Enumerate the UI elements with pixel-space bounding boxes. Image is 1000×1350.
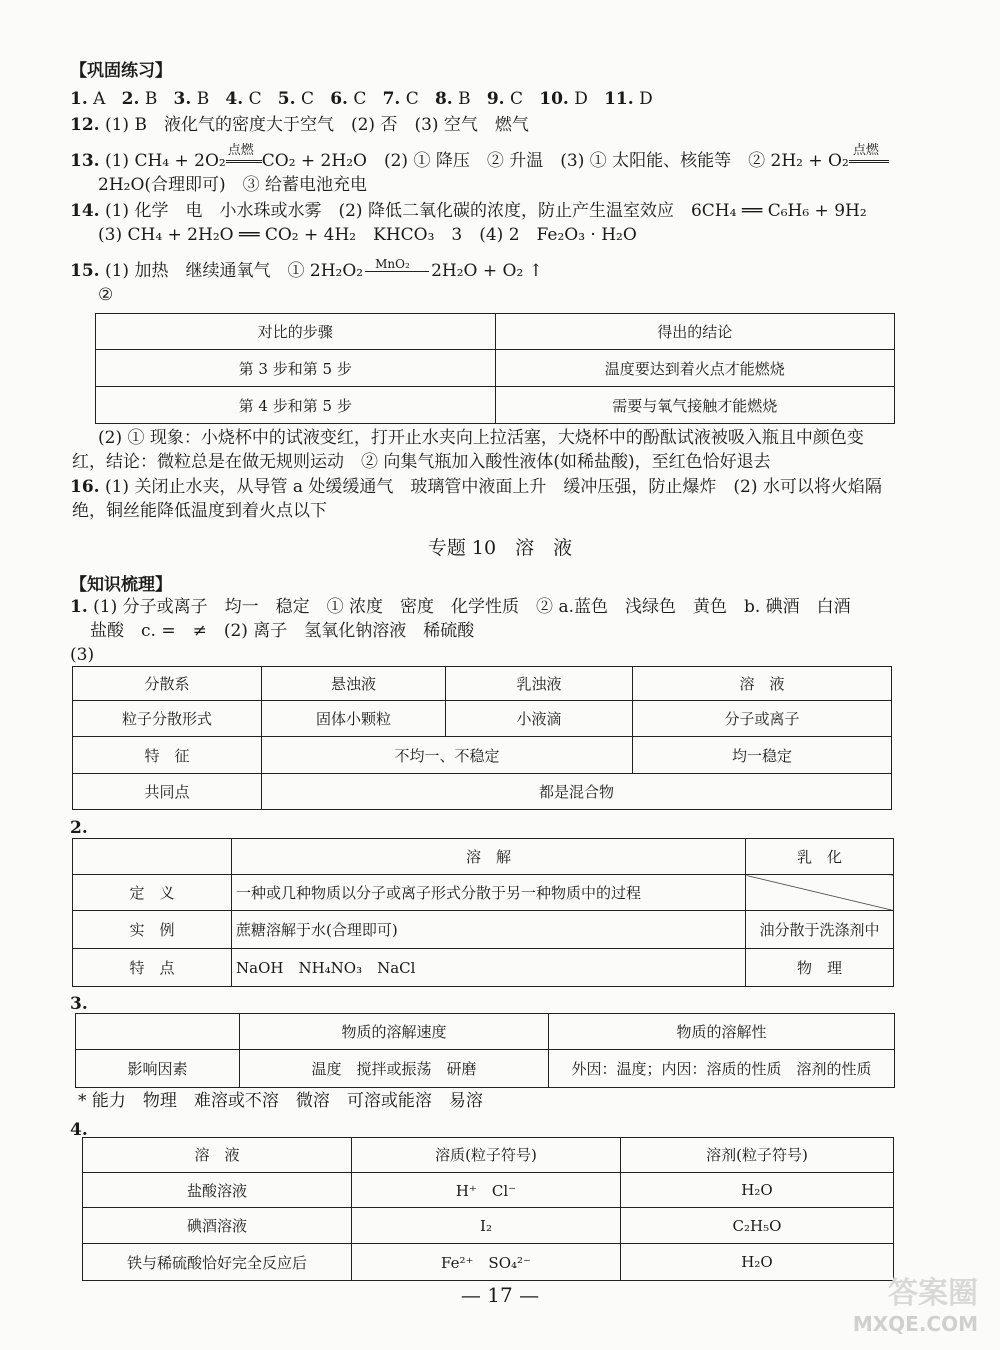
- k1-line2: 盐酸 c. = ≠ (2) 离子 氢氧化钠溶液 稀硫酸: [90, 621, 475, 641]
- table-k2: 溶 解 乳 化 定 义 一种或几种物质以分子或离子形式分散于另一种物质中的过程 实 例 蔗糖溶解于水(合理即可) 油分散于洗涤剂中 特 点 NaOH NH₄NO₃ NaCl 物 理: [72, 838, 894, 987]
- k1-line3: (3): [70, 645, 95, 665]
- table-k4: 溶 液 溶质(粒子符号) 溶剂(粒子符号) 盐酸溶液 H⁺ Cl⁻ H₂O 碘酒溶液 I₂ C₂H₅O 铁与稀硫酸恰好完全反应后 Fe²⁺ SO₄²⁻ H₂O: [82, 1137, 894, 1281]
- answer-14-line2: (3) CH₄ + 2H₂O ══ CO₂ + 4H₂ KHCO₃ 3 (4) 2 Fe₂O₃ · H₂O: [98, 225, 637, 245]
- answer-15-line2: ②: [98, 285, 114, 305]
- answer-16-line1: 16. (1) 关闭止水夹，从导管 a 处缓缓通气 玻璃管中液面上升 缓冲压强，防止爆炸 (2) 水可以将火焰隔: [70, 477, 882, 497]
- k3-note: * 能力 物理 难溶或不溶 微溶 可溶或能溶 易溶: [78, 1091, 483, 1111]
- watermark-logo: 答案圈 MXQE.COM: [852, 1276, 978, 1336]
- answer-15-line3: (2) ① 现象：小烧杯中的试液变红，打开止水夹向上拉活塞，大烧杯中的酚酞试液被吸入瓶且中颜色变: [98, 428, 864, 448]
- answer-14-line1: 14. (1) 化学 电 小水珠或水雾 (2) 降低二氧化碳的浓度，防止产生温室效应 6CH₄ ══ C₆H₆ + 9H₂: [70, 201, 867, 221]
- mc-answers: 1. A 2. B 3. B 4. C 5. C 6. C 7. C 8. B 9. C 10. D 11. D: [70, 89, 653, 109]
- answer-12: 12. (1) B 液化气的密度大于空气 (2) 否 (3) 空气 燃气: [70, 115, 529, 135]
- answer-15-line4: 红，结论：微粒总是在做无规则运动 ② 向集气瓶加入酸性液体(如稀盐酸)，至红色恰好退去: [72, 452, 771, 472]
- section-heading-practice: 【巩固练习】: [70, 61, 172, 81]
- answer-15-line1: 15. (1) 加热 继续通氧气 ① 2H₂O₂ MnO₂ 2H₂O + O₂ ↑: [70, 257, 543, 281]
- page-title: 专题 10 溶 液: [427, 537, 573, 559]
- answer-13-line1: 13. (1) CH₄ + 2O₂ 点燃 CO₂ + 2H₂O (2) ① 降压 ② 升温 (3) ① 太阳能、核能等 ② 2H₂ + O₂ 点燃: [70, 150, 950, 172]
- k1-line1: 1. (1) 分子或离子 均一 稳定 ① 浓度 密度 化学性质 ② a.蓝色 浅绿色 黄色 b. 碘酒 白酒: [70, 597, 851, 617]
- diagonal-slash-cell: [746, 875, 894, 911]
- table-k3: 物质的溶解速度 物质的溶解性 影响因素 温度 搅拌或振荡 研磨 外因：温度；内因：溶质的性质 溶剂的性质: [75, 1013, 895, 1088]
- k3-number: 3.: [70, 994, 88, 1014]
- section-heading-knowledge: 【知识梳理】: [70, 575, 172, 595]
- k2-number: 2.: [70, 818, 88, 838]
- answer-16-line2: 绝，铜丝能降低温度到着火点以下: [72, 501, 327, 521]
- page-number: — 17 —: [460, 1283, 540, 1307]
- table-k1: 分散系 悬浊液 乳浊液 溶 液 粒子分散形式 固体小颗粒 小液滴 分子或离子 特 征 不均一、不稳定 均一稳定 共同点 都是混合物: [72, 666, 892, 810]
- answer-13-line2: 2H₂O(合理即可) ③ 给蓄电池充电: [98, 175, 368, 195]
- table-15: 对比的步骤 得出的结论 第 3 步和第 5 步 温度要达到着火点才能燃烧 第 4 步和第 5 步 需要与氧气接触才能燃烧: [95, 313, 895, 424]
- k4-number: 4.: [70, 1120, 88, 1140]
